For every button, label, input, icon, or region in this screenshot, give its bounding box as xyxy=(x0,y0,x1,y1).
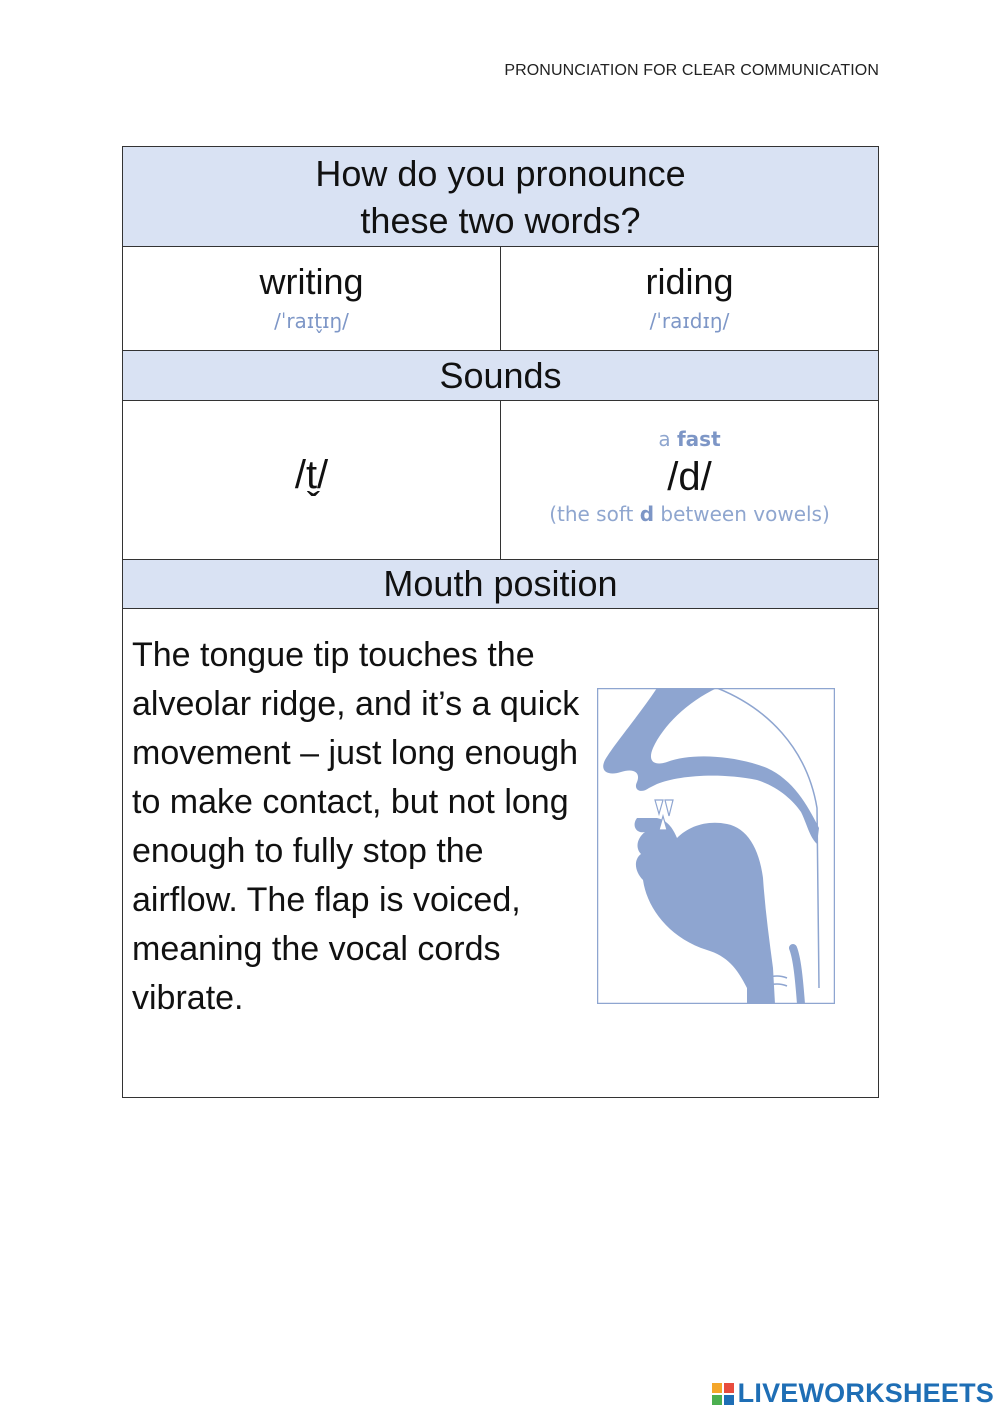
soft-d-note-bold: d xyxy=(639,502,655,526)
sound-symbol-t-flap: /t̬/ xyxy=(294,453,329,497)
sounds-heading: Sounds xyxy=(123,350,878,401)
ipa-writing: /ˈraɪt̬ɪŋ/ xyxy=(274,309,349,333)
word-writing: writing xyxy=(259,261,364,302)
soft-d-note-close: between vowels) xyxy=(660,502,830,526)
pronunciation-card xyxy=(122,146,879,1098)
liveworksheets-logo xyxy=(712,1378,994,1409)
question-line-2: these two words? xyxy=(360,199,641,241)
word-cell-writing xyxy=(123,247,500,350)
soft-d-note xyxy=(501,502,878,526)
mouth-position-heading: Mouth position xyxy=(123,559,878,609)
page-header: PRONUNCIATION FOR CLEAR COMMUNICATION xyxy=(504,62,879,79)
sound-symbol-d: /d/ xyxy=(667,455,712,499)
question-line-1: How do you pronounce xyxy=(315,152,686,194)
word-riding: riding xyxy=(645,261,734,302)
question-heading xyxy=(123,147,878,247)
fast-label-a: a xyxy=(658,427,671,451)
word-cell-riding xyxy=(501,247,878,350)
sound-cell-right xyxy=(501,401,878,559)
soft-d-note-open: (the soft xyxy=(549,502,634,526)
liveworksheets-logo-icon xyxy=(712,1383,734,1405)
logo-text: LIVEWORKSHEETS xyxy=(737,1378,994,1408)
ipa-riding: /ˈraɪdɪŋ/ xyxy=(649,309,730,333)
mouth-description: The tongue tip touches the alveolar ridge, and it’s a quick movement – just long enough to make contact, but not long enough to fully stop the airflow. The flap is voiced, meaning the vocal cords vibrate. xyxy=(132,636,580,1017)
sound-cell-left xyxy=(123,401,500,559)
fast-label xyxy=(501,427,878,451)
mouth-cross-section-diagram-icon xyxy=(597,688,835,1004)
fast-label-fast: fast xyxy=(676,427,721,451)
